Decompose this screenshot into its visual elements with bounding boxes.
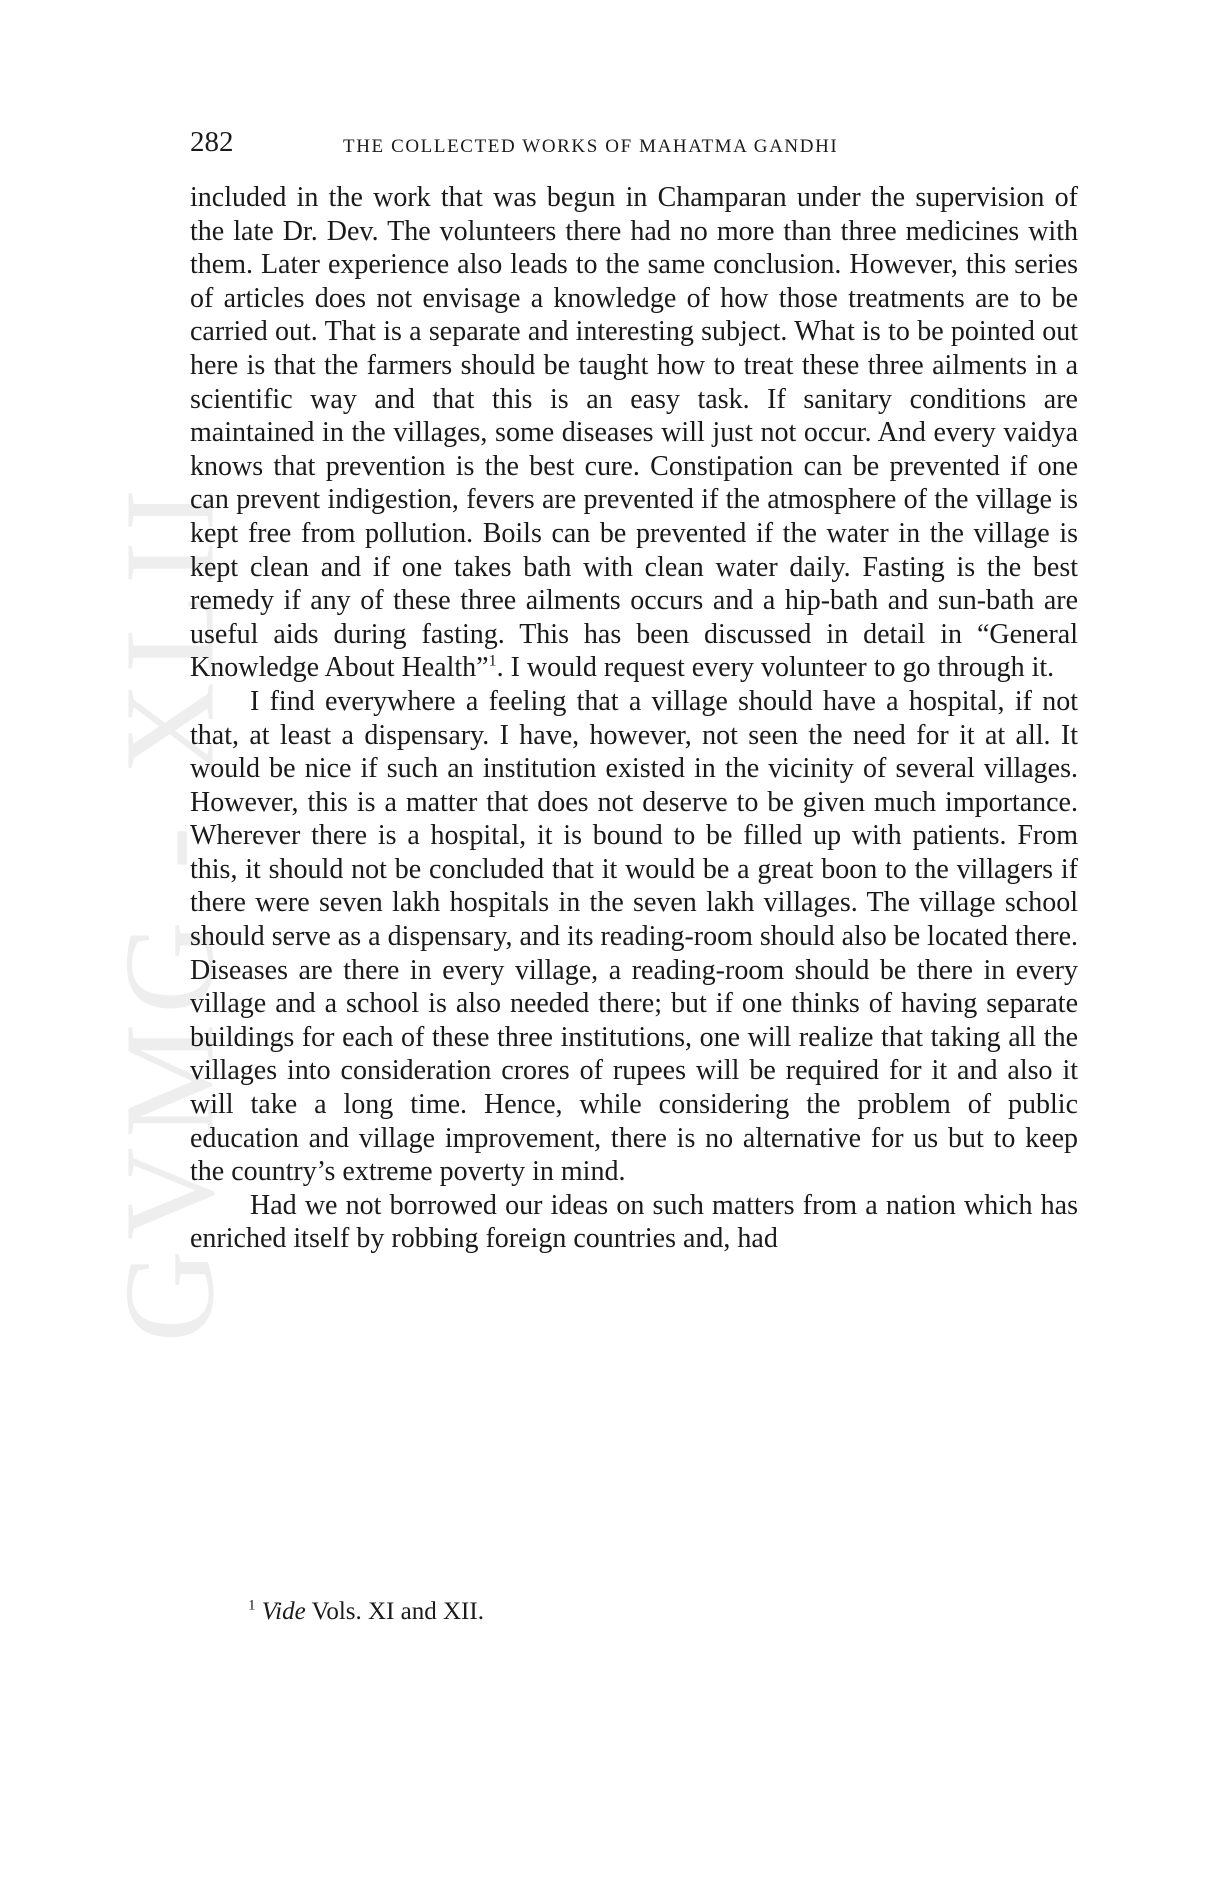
paragraph-2: I find everywhere a feeling that a village should have a hospital, if not that, at least a dispensary. I have, however, not seen the need for it at all. It would be nice if such an institution existed in the vicinity of several villages. However, this is a matter that does not deserve to be given much importance. Wherever there is a hospital, it is bound to be filled up with patients. From this, it should not be concluded that it would be a great boon to the villagers if there were seven lakh hospitals in the seven lakh villages. The village school should serve as a dispensary, and its reading-room should also be located there. Diseases are there in every village, a reading-room should be there in every village and a school is also needed there; but if one thinks of having separate buildings for each of these three institutions, one will realize that taking all the villages into consideration crores of rupees will be required for it and also it will take a long time. Hence, while considering the problem of public education and village improvement, there is no alternative for us but to keep the country’s extreme poverty in mind. <box>190 685 1078 1188</box>
footnote-mark: 1 <box>248 1597 256 1614</box>
running-title: THE COLLECTED WORKS OF MAHATMA GANDHI <box>343 136 839 157</box>
paragraph-1-text: included in the work that was begun in Champaran under the supervision of the late Dr. Dev. The volunteers there had no more than three medicines with them. Later experience also leads to the same conclusion. However, this series of articles does not envisage a knowledge of how those treatments are to be carried out. That is a separate and interesting subject. What is to be pointed out here is that the farmers should be taught how to treat these three ailments in a scientific way and that this is an easy task. If sanitary conditions are maintained in the villages, some diseases will just not occur. And every vaidya knows that prevention is the best cure. Constipation can be prevented if one can prevent indigestion, fevers are prevented if the atmosphere of the village is kept free from pollution. Boils can be prevented if the water in the village is kept clean and if one takes bath with clean water daily. Fasting is the best remedy if any of these three ailments occurs and a hip-bath and sun-bath are useful aids during fasting. This has been discussed in detail in “General Knowledge About Health” <box>190 182 1078 684</box>
body-text <box>190 181 1078 1256</box>
footnote-vide: Vide <box>261 1598 306 1625</box>
paragraph-1 <box>190 181 1078 685</box>
page-number: 282 <box>190 126 234 158</box>
footnote-reference: 1 <box>488 652 497 670</box>
page-header <box>190 126 1080 166</box>
watermark-text: GVMG - XLII <box>98 478 241 1342</box>
footnote-text: Vols. XI and XII. <box>305 1598 484 1625</box>
footnote <box>248 1598 484 1626</box>
paragraph-1-text-end: . I would request every volunteer to go through it. <box>496 652 1055 684</box>
paragraph-3: Had we not borrowed our ideas on such matters from a nation which has enriched itself by robbing foreign countries and, had <box>190 1189 1078 1255</box>
